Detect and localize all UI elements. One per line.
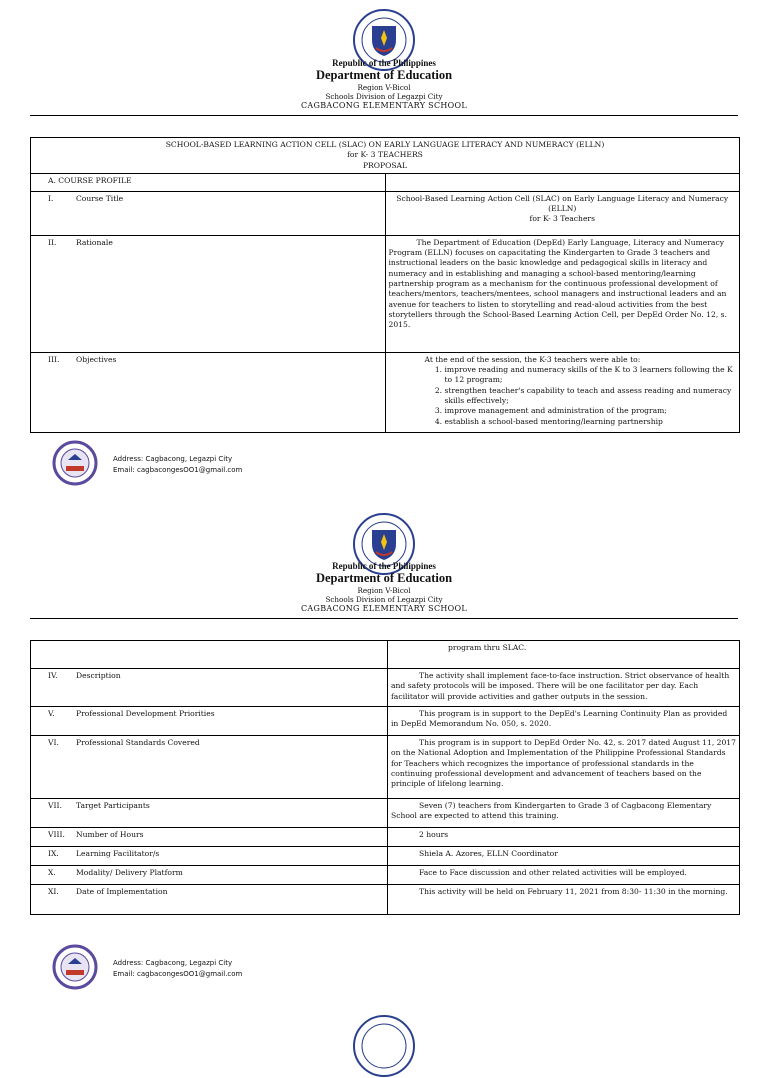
proposal-title: SCHOOL-BASED LEARNING ACTION CELL (SLAC) ON EARLY LANGUAGE LITERACY AND NUMERACY (ELLN) [165, 140, 605, 149]
course-profile-heading: A. COURSE PROFILE [31, 173, 386, 191]
list-item: 3. improve management and administration of the program; [445, 406, 737, 416]
section-number: II. [48, 237, 57, 247]
region-line: Region V-Bicol [357, 586, 411, 595]
objectives-continuation: program thru SLAC. [388, 641, 740, 669]
section-number: IV. [48, 671, 58, 680]
section-label: Date of Implementation [76, 887, 168, 896]
school-logo-icon [52, 944, 98, 990]
table-row [31, 847, 740, 866]
republic-line: Republic of the Philippines [332, 58, 436, 68]
hours-value: 2 hours [388, 828, 740, 847]
objectives-intro: At the end of the session, the K-3 teachers were able to: [424, 354, 641, 364]
description-value: The activity shall implement face-to-face instruction. Strict observance of health and safety protocols will be imposed. There will be one facilitator per day. Each facilitator will provide activities and gather outputs in the session. [388, 669, 740, 707]
section-label: Objectives [76, 354, 117, 364]
course-title-audience: for K- 3 Teachers [529, 214, 595, 224]
letterhead [0, 58, 768, 111]
header-rule [30, 618, 738, 619]
section-number: XI. [48, 887, 59, 896]
section-number: X. [48, 868, 56, 877]
participants-value: Seven (7) teachers from Kindergarten to Grade 3 of Cagbacong Elementary School are expected to attend this training. [388, 799, 740, 828]
proposal-subtitle: for K- 3 TEACHERS [347, 150, 423, 160]
list-item: 4. establish a school-based mentoring/learning partnership [445, 417, 737, 427]
section-number: V. [48, 709, 55, 718]
republic-line: Republic of the Philippines [332, 561, 436, 571]
table-row [31, 736, 740, 799]
letterhead [0, 561, 768, 614]
list-item: 1. improve reading and numeracy skills of the K to 3 learners following the K to 12 program; [445, 365, 737, 386]
proposal-title-cell [31, 138, 740, 174]
division-line: Schools Division of Legazpi City [325, 92, 443, 101]
priorities-value: This program is in support to the DepEd's Learning Continuity Plan as provided in DepEd Memorandum No. 050, s. 2020. [388, 707, 740, 736]
table-row [31, 173, 740, 191]
footer-email: Email: cagbacongesOO1@gmail.com [113, 466, 243, 474]
table-row [31, 191, 740, 235]
school-logo-icon [52, 440, 98, 486]
table-row [31, 138, 740, 174]
table-row [31, 235, 740, 352]
section-label: Course Title [76, 193, 124, 203]
section-number: VI. [48, 738, 59, 747]
table-row [31, 885, 740, 915]
section-number: I. [48, 193, 54, 203]
proposal-table-page1 [30, 137, 740, 433]
department-line: Department of Education [315, 571, 453, 585]
section-label: Professional Development Priorities [76, 709, 215, 718]
section-number: IX. [48, 849, 59, 858]
department-line: Department of Education [315, 68, 453, 82]
section-label: Number of Hours [76, 830, 144, 839]
school-line: CAGBACONG ELEMENTARY SCHOOL [301, 604, 467, 613]
section-label: Professional Standards Covered [76, 738, 200, 747]
division-line: Schools Division of Legazpi City [325, 595, 443, 604]
section-number: VIII. [48, 830, 65, 839]
footer-address: Address: Cagbacong, Legazpi City [113, 959, 233, 967]
section-label: Modality/ Delivery Platform [76, 868, 183, 877]
table-row [31, 799, 740, 828]
table-row [31, 641, 740, 669]
course-title-value: School-Based Learning Action Cell (SLAC) on Early Language Literacy and Numeracy (ELLN) [396, 193, 729, 214]
modality-value: Face to Face discussion and other related activities will be employed. [388, 866, 740, 885]
header-rule [30, 115, 738, 116]
table-row [31, 707, 740, 736]
table-row [31, 828, 740, 847]
table-row [31, 352, 740, 432]
standards-value: This program is in support to DepEd Order No. 42, s. 2017 dated August 11, 2017 on the National Adoption and Implementation of the Philippine Professional Standards for Teachers which recognizes the importance of professional standards in the continuing professional development and advancement of teachers based on the principle of lifelong learning. [388, 736, 740, 799]
section-number: III. [48, 354, 60, 364]
table-row [31, 866, 740, 885]
footer-address: Address: Cagbacong, Legazpi City [113, 455, 233, 463]
facilitator-value: Shiela A. Azores, ELLN Coordinator [388, 847, 740, 866]
section-number: VII. [48, 801, 62, 810]
school-line: CAGBACONG ELEMENTARY SCHOOL [301, 101, 467, 110]
proposal-table-page2 [30, 640, 740, 915]
list-item: 2. strengthen teacher's capability to teach and assess reading and numeracy skills effectively; [445, 386, 737, 407]
region-line: Region V-Bicol [357, 83, 411, 92]
section-label: Description [76, 671, 121, 680]
section-label: Target Participants [76, 801, 150, 810]
section-label: Learning Facilitator/s [76, 849, 160, 858]
implementation-date-value: This activity will be held on February 11, 2021 from 8:30- 11:30 in the morning. [388, 885, 740, 915]
footer-email: Email: cagbacongesOO1@gmail.com [113, 970, 243, 978]
objectives-list [389, 365, 737, 427]
rationale-value: The Department of Education (DepEd) Early Language, Literacy and Numeracy Program (ELLN) focuses on capacitating the Kindergarten to Grade 3 teachers and instructional leaders on the basic knowledge and pedagogical skills in literacy and numeracy and in establishing and managing a school-based mentoring/learning partnership program as a mechanism for the continuous professional development of teachers/mentors, teachers/mentees, school managers and instructional leaders and an avenue for teachers to listen to storytelling and read-aloud activities from the best storytellers through the School-Based Learning Action Cell, per DepEd Order No. 12, s. 2015. [385, 235, 740, 352]
proposal-label: PROPOSAL [362, 160, 408, 170]
section-label: Rationale [76, 237, 113, 247]
table-row [31, 669, 740, 707]
